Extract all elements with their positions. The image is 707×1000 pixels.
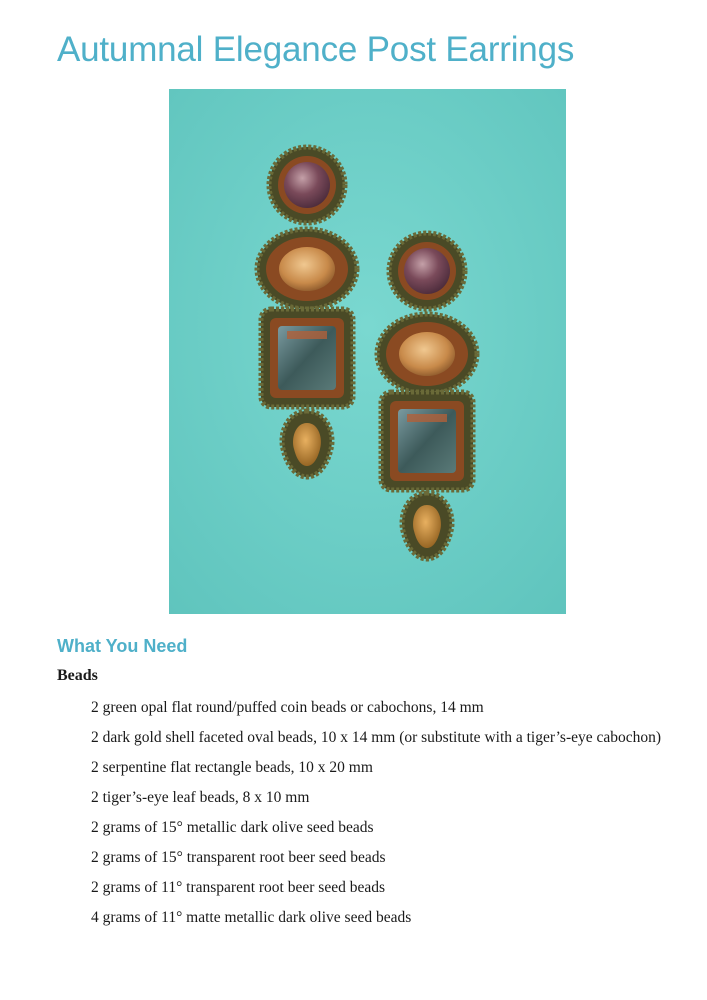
list-item: 2 serpentine flat rectangle beads, 10 x 20 mm [91,759,373,776]
list-item: 2 grams of 15° transparent root beer seed beads [91,849,386,866]
section-heading: What You Need [57,636,188,656]
bead-list [57,697,677,937]
list-item: 2 tiger’s-eye leaf beads, 8 x 10 mm [91,789,310,806]
list-item: 2 grams of 11° transparent root beer seed beads [91,879,385,896]
list-item: 2 dark gold shell faceted oval beads, 10 x 14 mm (or substitute with a tiger’s-eye cabochon) [91,729,662,746]
page-title: Autumnal Elegance Post Earrings [57,30,575,69]
list-item: 4 grams of 11° matte metallic dark olive seed beads [91,909,412,926]
sub-heading: Beads [57,667,98,684]
earrings-illustration [169,89,566,614]
list-item: 2 green opal flat round/puffed coin beads or cabochons, 14 mm [91,699,484,716]
list-item: 2 grams of 15° metallic dark olive seed beads [91,819,374,836]
earrings-photo [169,89,566,614]
